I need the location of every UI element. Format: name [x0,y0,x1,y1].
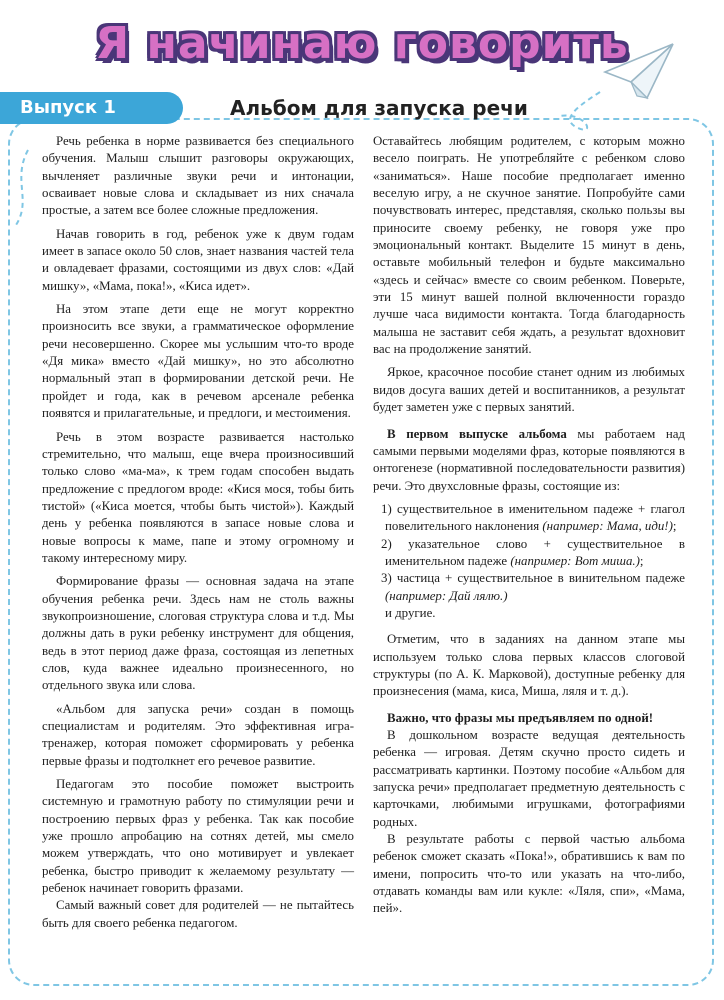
left-column [42,133,354,932]
list-item [373,536,685,571]
paragraph [373,426,685,495]
paragraph: Самый важный совет для родителей — не пытайтесь быть для своего ребенка педагогом. [42,898,354,930]
paragraph: В дошкольном возрасте ведущая деятельность ребенка — игровая. Детям скучно просто сидеть и рассматривать картинки. Поэтому пособие «Альбом для запуска речи» предполагает предметную деятельность с карточками, любимыми игрушками, фотографиями родных. [373,728,685,829]
issue-badge: Выпуск 1 [0,92,183,124]
paragraph: Яркое, красочное пособие станет одним из любимых видов досуга ваших детей и воспитанников, а результат будет заметен уже с первых занятий. [373,365,685,415]
example-text: (например: Вот миша.) [510,553,640,568]
bold-callout: Важно, что фразы мы предъявляем по одной! [387,710,654,725]
paragraph: В результате работы с первой частью альбома ребенок сможет сказать «Пока!», обратившись к вам по имени, попросить что-то или указать на что-либо, отдавать команды вам или кукле: «Ляля, спи», «Мама, пей». [373,832,685,916]
paragraph: На этом этапе дети еще не могут корректно произносить все звуки, а грамматическое оформление речи несовершенно. Скорее мы услышим что-то вроде «Дя мика» вместо «Дай мишку», но это абсолютно нормальный этап в формировании детской речи. Не пройдет и года, как в речевом арсенале ребенка появятся и прилагательные, и предлоги, и местоимения. [42,302,354,421]
list-item [373,570,685,605]
text-run: ; [639,553,644,568]
paragraph: Педагогам это пособие поможет выстроить системную и грамотную работу по стимуляции речи и построению первых фраз у ребенка. Так как пособие уже прошло апробацию на сотнях детей, мы смело можем утверждать, что оно мотивирует и увлекает ребенка, быстро приводит к желаемому результату — ребенок начинает говорить фразами. [42,777,354,896]
text-run: 2) указательное слово + существительное в именительном падеже [381,536,685,568]
page-title: Я начинаю говорить [95,18,629,69]
paragraph: Речь в этом возрасте развивается настолько стремительно, что малыш, еще вчера произносивший только слово «ма-ма», к трем годам способен выдать предложение с предлогом вроде: «Кися мося, тобы бить тистой» («Киса моется, чтобы быть чистой»). Каждый день у ребенка появляются в запасе новые слова и новые вопросы к маме, папе и этому огромному и такому интересному миру. [42,429,354,565]
list-item: и другие. [385,605,436,620]
example-text: (например: Мама, иди!) [542,519,673,534]
text-run: мы работаем над самыми первыми моделями фраз, которые появляются в онтогенезе (нормативной последовательности развития) речи. Это двухсловные фразы, состоящие из: [373,426,685,493]
text-run: ; [672,519,677,534]
text-run: 1) существительное в именительном падеже + глагол повелительного наклонения [381,501,685,534]
page-subtitle: Альбом для запуска речи [230,96,528,120]
paragraph: «Альбом для запуска речи» создан в помощь специалистам и родителям. Это эффективная игра-тренажер, которая поможет сформировать у ребенка первые фразы и подтолкнет его речевое развитие. [42,701,354,768]
list-item [373,501,685,536]
right-column [373,133,685,918]
bold-lead-text: В первом выпуске альбома [387,426,567,441]
paragraph: Оставайтесь любящим родителем, с которым можно весело поиграть. Не употребляйте с ребенком слово «заниматься». Наше пособие предполагает именно веселую игру, а не скучное занятие. Попробуйте сами почувствовать интерес, представляя, сколько пользы вы приносите своему ребенку, не говоря уже про эмоциональный контакт. Выделите 15 минут в день, оставьте мобильный телефон и будьте максимально «здесь и сейчас» вместе со своим ребенком. Поверьте, эти 15 минут вашей полной включенности гораздо лучше часа видимости контакта. Тогда благодарность малыша не заставит себя ждать, а результат вдохновит вас на продолжение занятий. [373,134,685,357]
paper-plane-icon [603,42,675,100]
text-run: 3) частица + существительное в винительном падеже [381,571,685,586]
paragraph: Отметим, что в заданиях на данном этапе мы используем только слова первых классов слоговой структуры (по А. К. Марковой), доступные ребенку для произнесения (мама, киса, Миша, ляля и т. д.). [373,632,685,699]
paragraph: Начав говорить в год, ребенок уже к двум годам имеет в запасе около 50 слов, знает названия частей тела и овладевает фразами, состоящими из двух слов: «Дай мишку», «Мама, пока!», «Киса идет». [42,226,354,293]
example-text: (например: Дай лялю.) [385,588,508,603]
paragraph: Речь ребенка в норме развивается без специального обучения. Малыш слышит разговоры окружающих, вычленяет различные звуки речи и интонации, осваивает новые слова и складывает из них сначала простые, а затем все более сложные предложения. [42,134,354,218]
paragraph: Формирование фразы — основная задача на этапе обучения ребенка речи. Здесь нам не столь важны звукопроизношение, слоговая структура слова и т.д. Мы должны дать в руки ребенку инструмент для общения, ведь в этот период даже фраза, состоящая из лепетных слов, куда важнее идеально произнесенного, но отдельного звука или слова. [42,574,354,693]
